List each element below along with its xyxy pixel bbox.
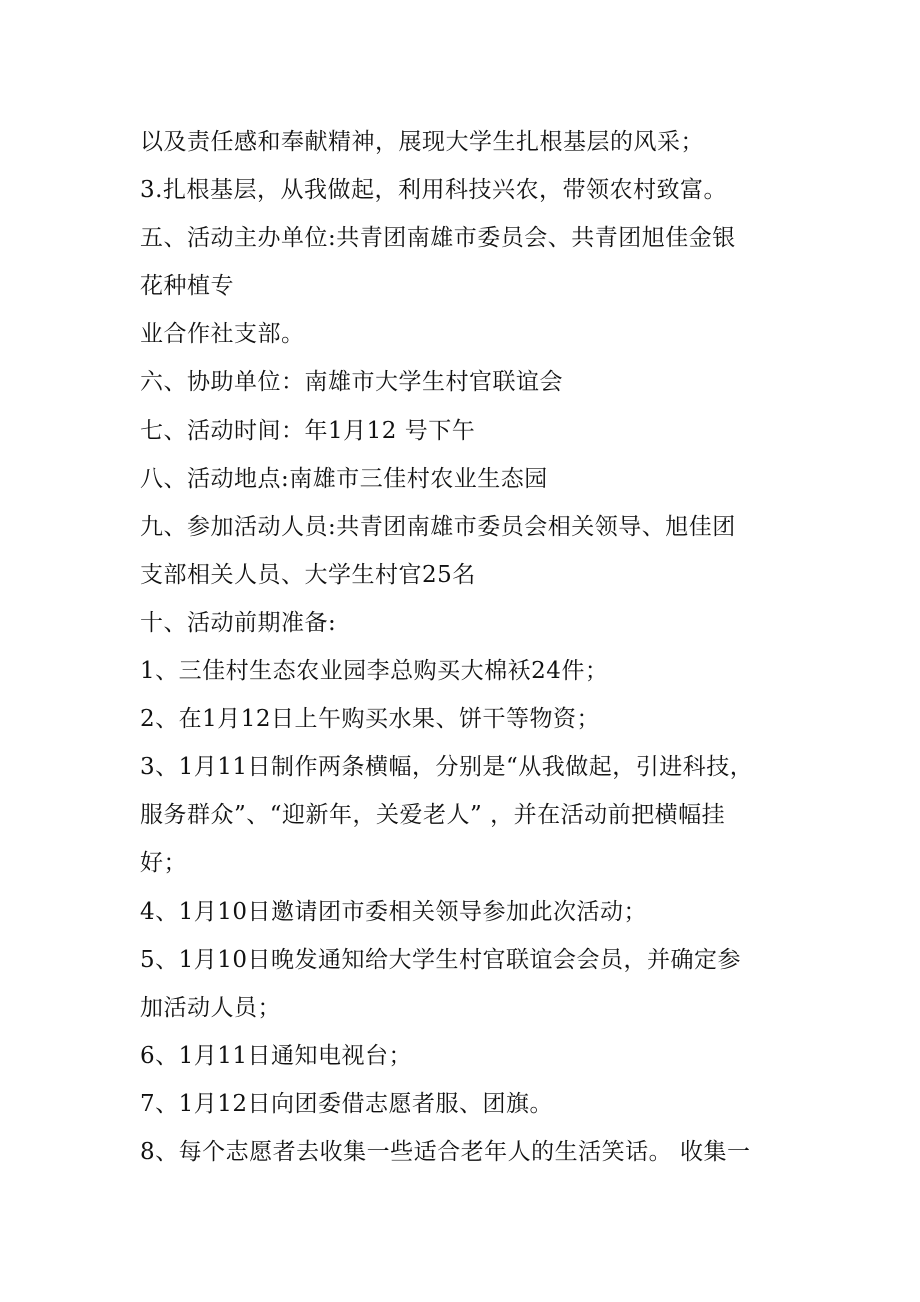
list-item: 2、在1月12日上午购买水果、饼干等物资； [140, 706, 601, 733]
list-item: 4、1月10日邀请团市委相关领导参加此次活动； [140, 898, 648, 925]
list-item: 1、三佳村生态农业园李总购买大棉袄24件； [140, 658, 609, 685]
section-heading: 六、协助单位：南雄市大学生村官联谊会 [140, 369, 563, 396]
section-heading: 十、活动前期准备: [140, 609, 337, 636]
text-line: 好； [140, 850, 187, 877]
text-line: 服务群众”、“迎新年，关爱老人” ，并在活动前把横幅挂 [140, 802, 726, 829]
text-line: 支部相关人员、大学生村官25名 [140, 561, 476, 588]
list-item: 5、1月10日晚发通知给大学生村官联谊会会员，并确定参 [140, 946, 742, 973]
section-heading: 七、活动时间：年1月12 号下午 [140, 417, 476, 444]
list-item: 3、1月11日制作两条横幅，分别是“从我做起，引进科技， [140, 754, 754, 781]
text-line: 业合作社支部。 [140, 321, 305, 348]
list-item: 7、1月12日向团委借志愿者服、团旗。 [140, 1090, 554, 1117]
text-line: 3.扎根基层，从我做起，利用科技兴农，带领农村致富。 [140, 177, 727, 204]
section-heading: 八、活动地点:南雄市三佳村农业生态园 [140, 465, 548, 492]
text-line: 花种植专 [140, 273, 234, 300]
section-heading: 九、参加活动人员:共青团南雄市委员会相关领导、旭佳团 [140, 513, 736, 540]
document-body [140, 118, 790, 1176]
text-line: 以及责任感和奉献精神，展现大学生扎根基层的风采； [140, 129, 704, 155]
section-heading: 五、活动主办单位:共青团南雄市委员会、共青团旭佳金银 [140, 225, 736, 252]
list-item: 8、每个志愿者去收集一些适合老年人的生活笑话。 收集一 [140, 1138, 751, 1165]
list-item: 6、1月11日通知电视台； [140, 1042, 413, 1069]
text-line: 加活动人员； [140, 994, 281, 1021]
